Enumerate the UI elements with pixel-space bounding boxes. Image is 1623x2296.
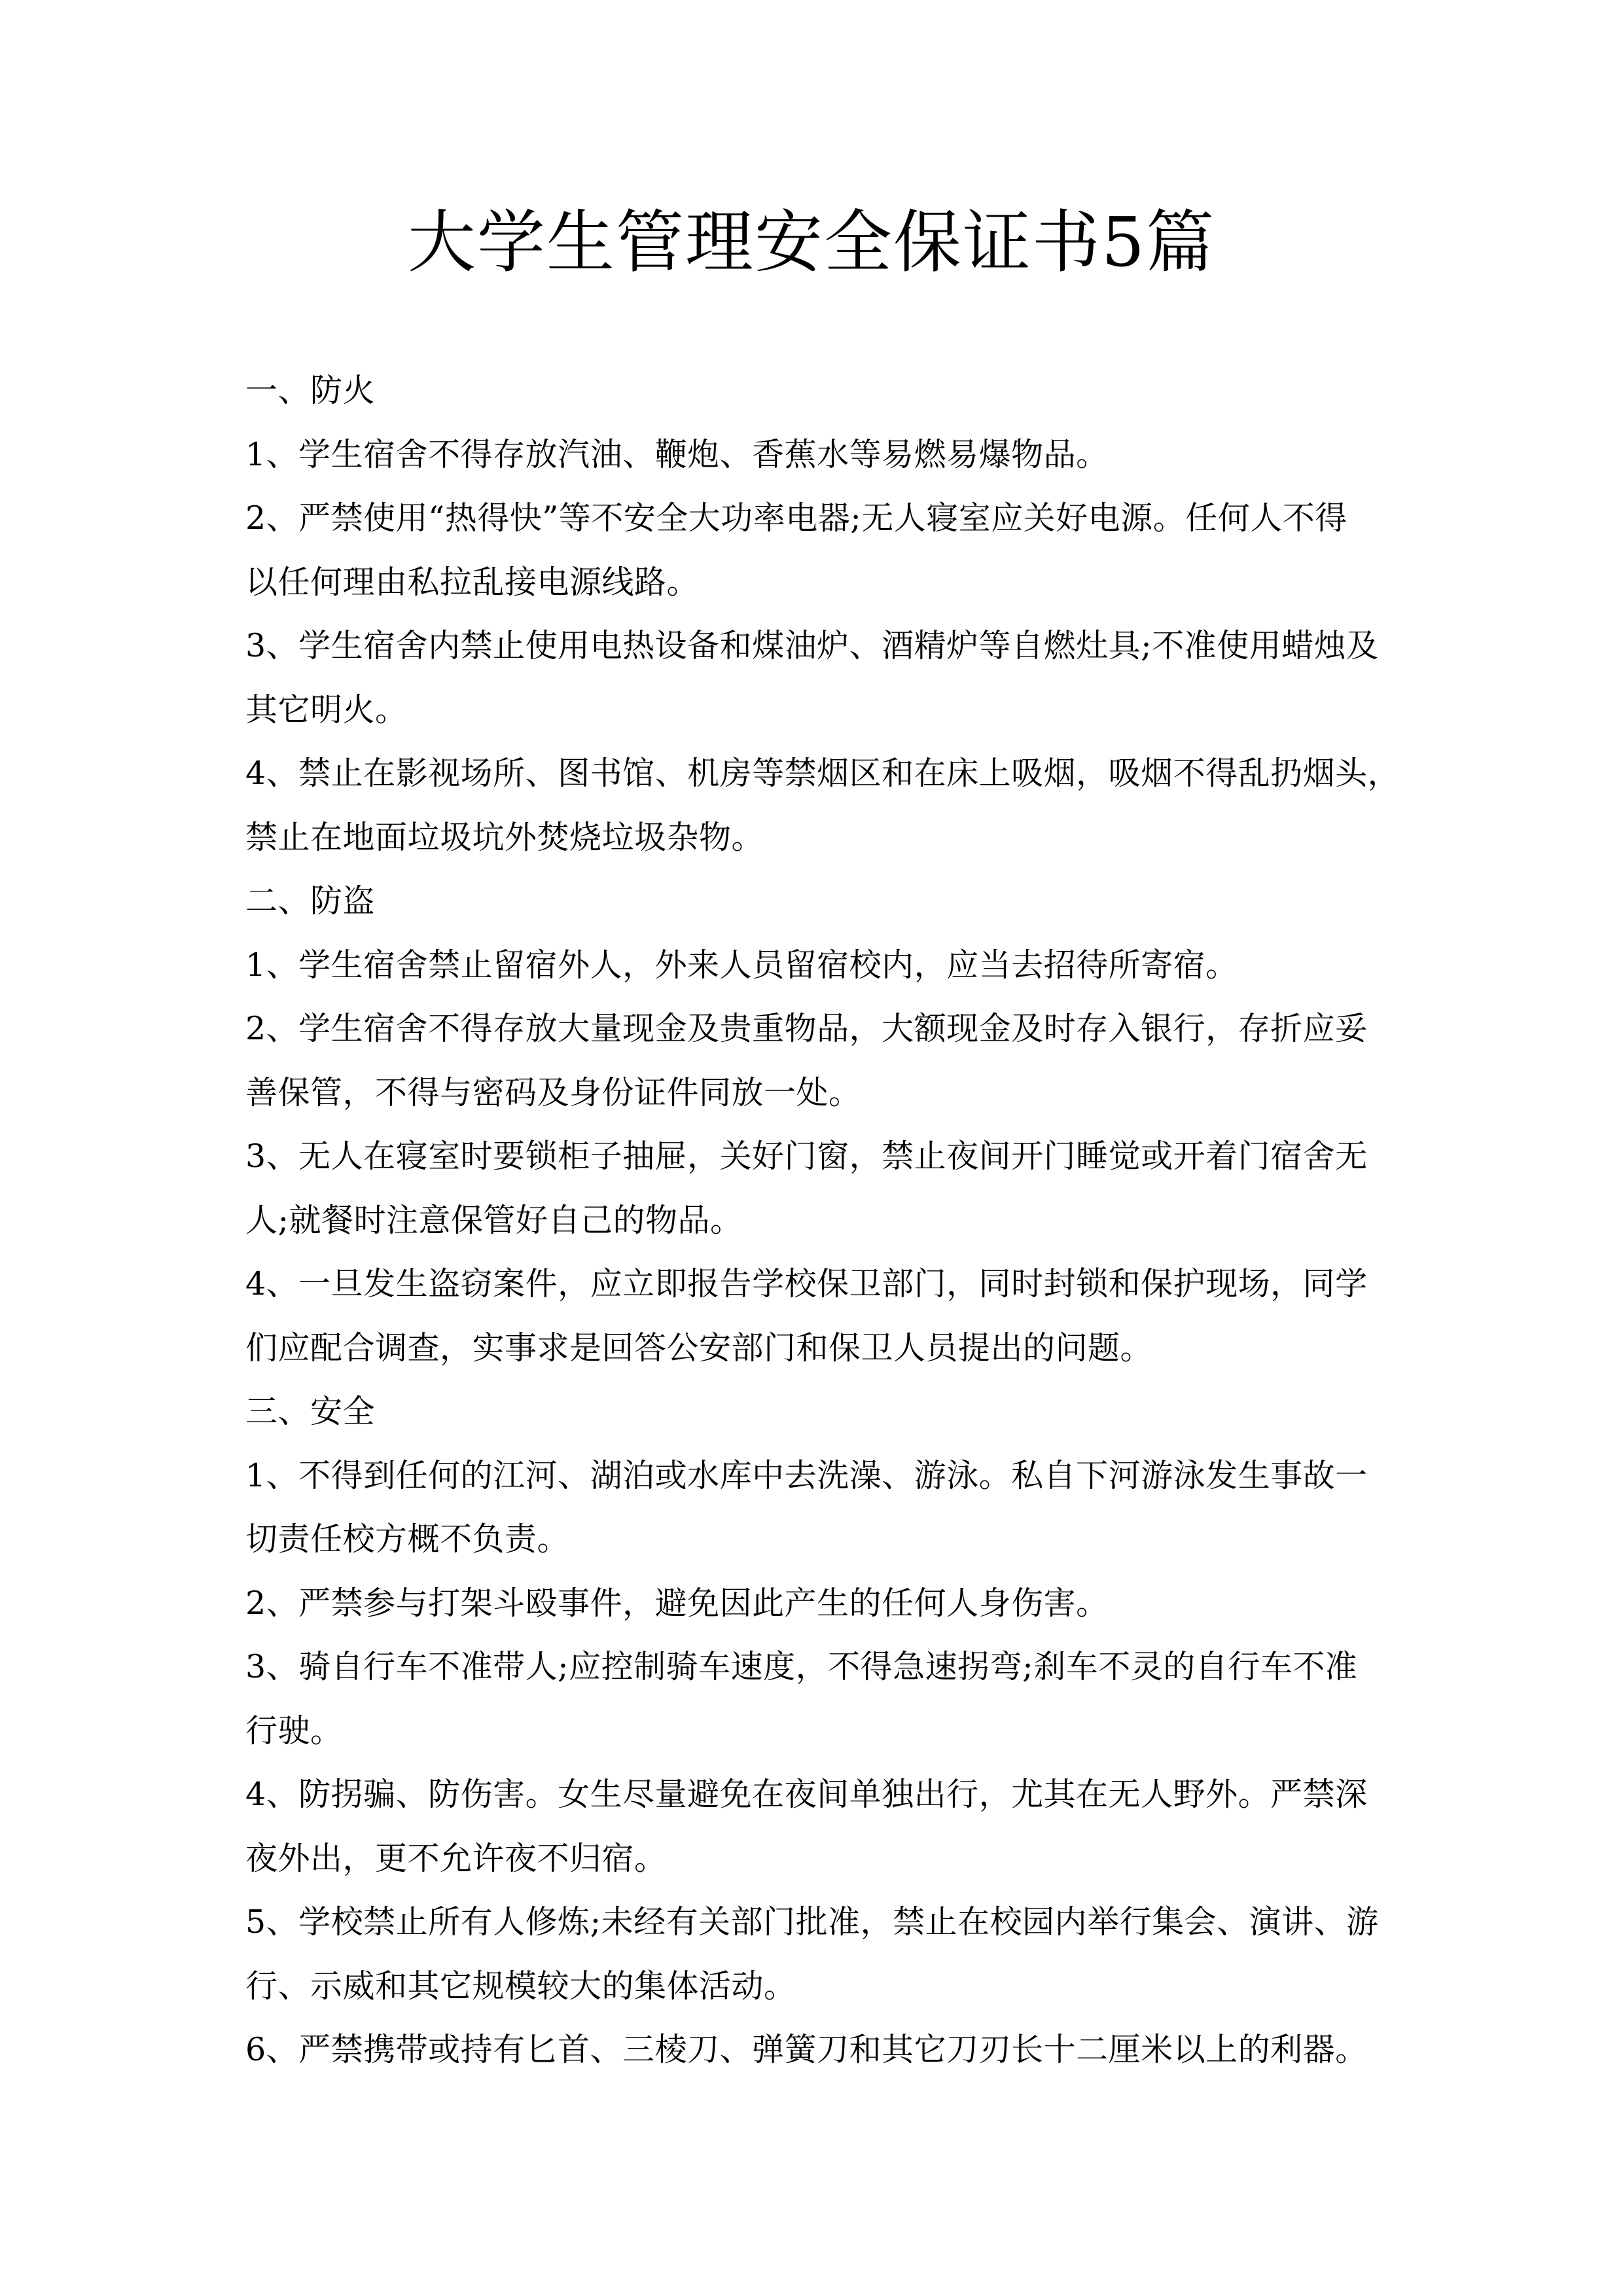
item-line: 3、无人在寝室时要锁柜子抽屉，关好门窗，禁止夜间开门睡觉或开着门宿舍无 <box>245 1138 1368 1175</box>
list-item <box>245 1635 1394 1763</box>
section-heading: 二、防盗 <box>245 882 376 920</box>
item-line: 6、严禁携带或持有匕首、三棱刀、弹簧刀和其它刀刃长十二厘米以上的利器。 <box>245 2031 1368 2068</box>
list-item <box>245 423 1394 487</box>
list-item <box>245 486 1394 614</box>
item-line: 们应配合调查，实事求是回答公安部门和保卫人员提出的问题。 <box>245 1329 1153 1367</box>
item-line: 3、骑自行车不准带人;应控制骑车速度，不得急速拐弯;刹车不灵的自行车不准 <box>245 1648 1358 1685</box>
list-item <box>245 997 1394 1124</box>
item-line: 1、学生宿舍禁止留宿外人，外来人员留宿校内，应当去招待所寄宿。 <box>245 946 1238 984</box>
item-line: 禁止在地面垃圾坑外焚烧垃圾杂物。 <box>245 818 764 856</box>
item-line: 2、严禁使用“热得快”等不安全大功率电器;无人寝室应关好电源。任何人不得 <box>245 499 1347 537</box>
item-line: 4、防拐骗、防伤害。女生尽量避免在夜间单独出行，尤其在无人野外。严禁深 <box>245 1776 1368 1813</box>
section-safety <box>245 1380 1394 2082</box>
item-line: 人;就餐时注意保管好自己的物品。 <box>245 1201 743 1239</box>
list-item <box>245 1444 1394 1571</box>
section-fire-prevention <box>245 359 1400 869</box>
section-theft-prevention <box>245 869 1394 1380</box>
document-body <box>245 359 1400 2082</box>
list-item <box>245 1890 1394 2018</box>
item-line: 行、示威和其它规模较大的集体活动。 <box>245 1967 796 2005</box>
item-line: 夜外出，更不允许夜不归宿。 <box>245 1839 667 1877</box>
list-item <box>245 614 1394 742</box>
list-item <box>245 742 1400 869</box>
list-item <box>245 933 1394 997</box>
item-line: 4、一旦发生盗窃案件，应立即报告学校保卫部门，同时封锁和保护现场，同学 <box>245 1265 1368 1302</box>
item-line: 1、学生宿舍不得存放汽油、鞭炮、香蕉水等易燃易爆物品。 <box>245 435 1109 473</box>
list-item <box>245 1252 1394 1380</box>
item-line: 3、学生宿舍内禁止使用电热设备和煤油炉、酒精炉等自燃灶具;不准使用蜡烛及 <box>245 627 1379 664</box>
item-line: 5、学校禁止所有人修炼;未经有关部门批准，禁止在校园内举行集会、演讲、游 <box>245 1903 1379 1941</box>
list-item <box>245 2018 1394 2082</box>
item-line: 以任何理由私拉乱接电源线路。 <box>245 563 700 601</box>
section-heading: 一、防火 <box>245 372 376 409</box>
item-line: 2、严禁参与打架斗殴事件，避免因此产生的任何人身伤害。 <box>245 1584 1109 1622</box>
list-item <box>245 1124 1394 1252</box>
item-line: 1、不得到任何的江河、湖泊或水库中去洗澡、游泳。私自下河游泳发生事故一 <box>245 1456 1368 1494</box>
item-line: 行驶。 <box>245 1712 343 1749</box>
section-heading: 三、安全 <box>245 1393 376 1430</box>
item-line: 2、学生宿舍不得存放大量现金及贵重物品，大额现金及时存入银行，存折应妥 <box>245 1010 1368 1047</box>
item-line: 其它明火。 <box>245 691 408 728</box>
item-line: 4、禁止在影视场所、图书馆、机房等禁烟区和在床上吸烟，吸烟不得乱扔烟头， <box>245 755 1400 792</box>
list-item <box>245 1763 1394 1890</box>
item-line: 善保管，不得与密码及身份证件同放一处。 <box>245 1073 861 1111</box>
list-item <box>245 1571 1394 1636</box>
item-line: 切责任校方概不负责。 <box>245 1520 570 1558</box>
document-title: 大学生管理安全保证书5篇 <box>407 202 1216 282</box>
